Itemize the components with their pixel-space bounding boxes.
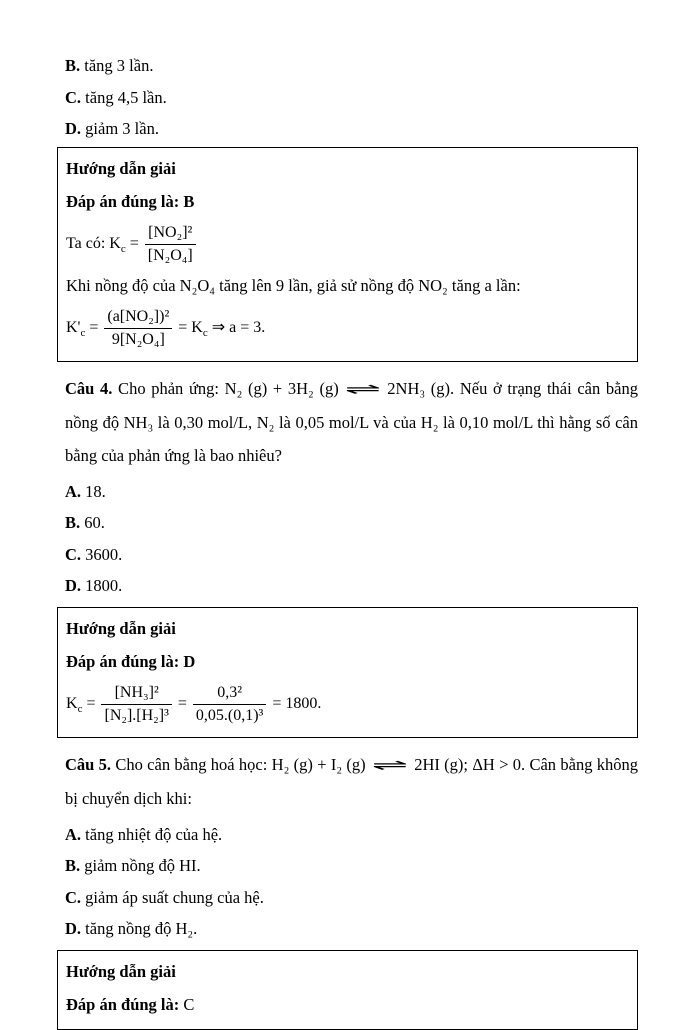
fraction: $\frac{\text{[NO₂]²}}{\text{[N₂O₄]}}$ [145,223,196,266]
kc-calculation-formula: $K_c$ = $\frac{\text{[NH₃]²}}{\text{[N₂].[H₂]³}}$ = $\frac{\text{0,3²}}{\text{0,05.(0,1)³}}$ = 1800. [66,683,322,724]
option-text: 18. [81,481,106,501]
option-line [57,882,638,914]
option-text: giảm áp suất chung của hệ. [81,887,264,907]
option-line [57,113,638,145]
option-label: B. [65,856,81,875]
option-line [57,507,638,539]
option-label: D. [65,576,82,595]
question-number: Câu 4. [65,378,113,398]
option-label: A. [65,481,82,501]
question-number: Câu 5. [65,754,112,774]
solution-heading: Hướng dẫn giải [66,961,176,981]
kc-definition-formula: Ta có: $K_c$ = $\frac{\text{[NO₂]²}}{\text{[N₂O₄]}}$ [66,223,627,266]
option-label: D. [65,119,82,138]
option-line [57,913,638,945]
answer-letter: C [183,994,195,1014]
equilibrium-arrow-icon: ⇌ [344,379,382,398]
solution-heading: Hướng dẫn giải [66,158,176,178]
correct-answer-line: Đáp án đúng là: B [66,191,195,211]
equilibrium-arrow-icon: ⇌ [371,755,409,774]
option-text: tăng 4,5 lần. [81,87,167,107]
option-line [57,539,638,571]
question-5: Câu 5. Cho cân bằng hoá học: H₂ (g) + I₂ (g) ⇌ 2HI (g); ΔH > 0. Cân bằng không bị chuyển dịch khi: [57,748,638,815]
solution-box-q4 [57,607,638,738]
option-text: giảm 3 lần. [81,119,159,138]
option-line [57,819,638,851]
correct-answer-line: Đáp án đúng là: C [66,994,195,1014]
fraction: $\frac{\text{[NH₃]²}}{\text{[N₂].[H₂]³}}$ [101,683,171,726]
option-text: 3600. [81,544,123,564]
solution-box-q3 [57,147,638,362]
option-line [57,82,638,114]
option-text: giảm nồng độ HI. [80,856,201,875]
option-text: tăng 3 lần. [80,56,154,75]
solution-explanation: Khi nồng độ của N₂O₄ tăng lên 9 lần, giả sử nồng độ NO₂ tăng a lần: [66,275,521,295]
fraction: $\frac{\text{0,3²}}{\text{0,05.(0,1)³}}$ [193,683,266,726]
option-line [57,50,638,82]
option-line [57,570,638,602]
option-text: 1800. [81,576,123,595]
question-4: Câu 4. Cho phản ứng: N₂ (g) + 3H₂ (g) ⇌ 2NH₃ (g). Nếu ở trạng thái cân bằng nồng độ NH₃ là 0,30 mol/L, N₂ là 0,05 mol/L và của H₂ là 0,10 mol/L thì hằng số cân bằng của phản ứng là bao nhiêu? [57,372,638,472]
option-label: C. [65,87,82,107]
option-label: A. [65,824,82,844]
kc-prime-formula: $K'_c$ = $\frac{\text{(a[NO₂])²}}{\text{9[N₂O₄]}}$ = $K_c$ ⇒ a = 3. [66,307,266,348]
option-text: tăng nồng độ H₂. [81,919,198,938]
option-label: D. [65,919,82,938]
option-label: C. [65,544,82,564]
option-line [57,850,638,882]
option-line [57,476,638,508]
option-text: 60. [80,513,105,532]
answer-letter: D [183,651,196,671]
correct-answer-line: Đáp án đúng là: D [66,651,196,671]
fraction: $\frac{\text{(a[NO₂])²}}{\text{9[N₂O₄]}}$ [104,307,172,350]
solution-box-q5 [57,950,638,1030]
answer-letter: B [183,191,195,211]
option-label: B. [65,56,81,75]
option-label: B. [65,513,81,532]
solution-heading: Hướng dẫn giải [66,618,176,638]
option-label: C. [65,887,82,907]
option-text: tăng nhiệt độ của hệ. [81,824,223,844]
